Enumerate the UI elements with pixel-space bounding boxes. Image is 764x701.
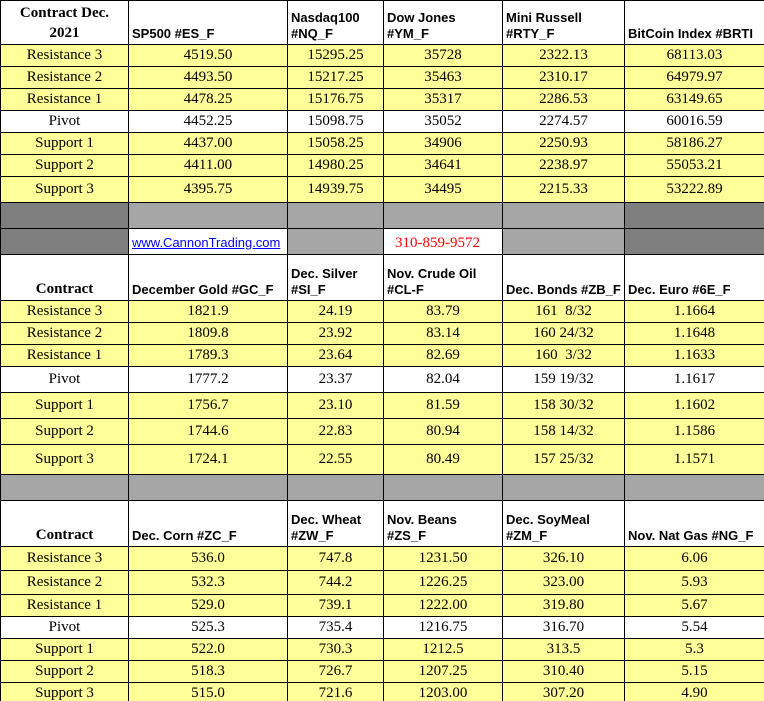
value-cell: 55053.21 bbox=[625, 155, 764, 177]
value-cell: 310.40 bbox=[503, 661, 625, 683]
row-label-support-3: Support 3 bbox=[1, 683, 129, 701]
row-label-resistance-3: Resistance 3 bbox=[1, 45, 129, 67]
row-label-support-1: Support 1 bbox=[1, 133, 129, 155]
gray-separator-cell bbox=[1, 229, 129, 255]
value-cell: 2215.33 bbox=[503, 177, 625, 203]
contract-label: Contract Dec. 2021 bbox=[1, 1, 129, 45]
gray-separator-cell bbox=[129, 475, 288, 501]
value-cell: 1.1602 bbox=[625, 393, 764, 419]
value-cell: 35463 bbox=[384, 67, 503, 89]
column-header-dow-jones-ym-f: Dow Jones #YM_F bbox=[384, 1, 503, 45]
value-cell: 82.69 bbox=[384, 345, 503, 367]
value-cell: 5.67 bbox=[625, 595, 764, 617]
row-label-pivot: Pivot bbox=[1, 367, 129, 393]
section-3-header-row bbox=[1, 501, 764, 547]
value-cell: 158 30/32 bbox=[503, 393, 625, 419]
value-cell: 23.37 bbox=[288, 367, 384, 393]
table-row bbox=[1, 393, 764, 419]
row-label-resistance-3: Resistance 3 bbox=[1, 547, 129, 571]
value-cell: 726.7 bbox=[288, 661, 384, 683]
value-cell: 5.3 bbox=[625, 639, 764, 661]
value-cell: 1821.9 bbox=[129, 301, 288, 323]
value-cell: 1226.25 bbox=[384, 571, 503, 595]
section-1-header-row bbox=[1, 1, 764, 45]
value-cell: 1809.8 bbox=[129, 323, 288, 345]
gray-separator-cell bbox=[503, 229, 625, 255]
table-row bbox=[1, 617, 764, 639]
column-header-december-gold-gc-f: December Gold #GC_F bbox=[129, 255, 288, 301]
row-label-resistance-3: Resistance 3 bbox=[1, 301, 129, 323]
value-cell: 1203.00 bbox=[384, 683, 503, 701]
value-cell: 735.4 bbox=[288, 617, 384, 639]
phone-cell bbox=[384, 229, 503, 255]
value-cell: 2238.97 bbox=[503, 155, 625, 177]
gray-separator-cell bbox=[1, 475, 129, 501]
table-row bbox=[1, 45, 764, 67]
table-row bbox=[1, 155, 764, 177]
gray-separator-cell bbox=[288, 229, 384, 255]
row-label-support-2: Support 2 bbox=[1, 155, 129, 177]
column-header-sp500-es-f: SP500 #ES_F bbox=[129, 1, 288, 45]
value-cell: 730.3 bbox=[288, 639, 384, 661]
value-cell: 1216.75 bbox=[384, 617, 503, 639]
value-cell: 1.1648 bbox=[625, 323, 764, 345]
value-cell: 159 19/32 bbox=[503, 367, 625, 393]
value-cell: 157 25/32 bbox=[503, 445, 625, 475]
table-row bbox=[1, 367, 764, 393]
value-cell: 1.1664 bbox=[625, 301, 764, 323]
table-row bbox=[1, 639, 764, 661]
value-cell: 326.10 bbox=[503, 547, 625, 571]
value-cell: 313.5 bbox=[503, 639, 625, 661]
row-label-pivot: Pivot bbox=[1, 111, 129, 133]
row-label-support-2: Support 2 bbox=[1, 661, 129, 683]
value-cell: 721.6 bbox=[288, 683, 384, 701]
value-cell: 5.93 bbox=[625, 571, 764, 595]
row-label-resistance-2: Resistance 2 bbox=[1, 323, 129, 345]
value-cell: 15058.25 bbox=[288, 133, 384, 155]
value-cell: 1.1617 bbox=[625, 367, 764, 393]
value-cell: 2310.17 bbox=[503, 67, 625, 89]
value-cell: 35728 bbox=[384, 45, 503, 67]
row-label-support-1: Support 1 bbox=[1, 639, 129, 661]
value-cell: 4395.75 bbox=[129, 177, 288, 203]
pivot-table-body bbox=[1, 1, 764, 701]
column-header-nov-crude-oil-cl-f: Nov. Crude Oil #CL-F bbox=[384, 255, 503, 301]
table-row bbox=[1, 133, 764, 155]
column-header-nov-nat-gas-ng-f: Nov. Nat Gas #NG_F bbox=[625, 501, 764, 547]
phone-number: 310-859-9572 bbox=[395, 235, 480, 251]
table-row bbox=[1, 67, 764, 89]
value-cell: 5.54 bbox=[625, 617, 764, 639]
value-cell: 1789.3 bbox=[129, 345, 288, 367]
value-cell: 536.0 bbox=[129, 547, 288, 571]
value-cell: 2274.57 bbox=[503, 111, 625, 133]
contract-label: Contract bbox=[1, 501, 129, 547]
value-cell: 64979.97 bbox=[625, 67, 764, 89]
column-header-nasdaq100-nq-f: Nasdaq100 #NQ_F bbox=[288, 1, 384, 45]
value-cell: 532.3 bbox=[129, 571, 288, 595]
value-cell: 316.70 bbox=[503, 617, 625, 639]
value-cell: 24.19 bbox=[288, 301, 384, 323]
row-label-resistance-2: Resistance 2 bbox=[1, 571, 129, 595]
table-row bbox=[1, 547, 764, 571]
column-header-dec-bonds-zb-f: Dec. Bonds #ZB_F bbox=[503, 255, 625, 301]
value-cell: 34906 bbox=[384, 133, 503, 155]
value-cell: 158 14/32 bbox=[503, 419, 625, 445]
value-cell: 525.3 bbox=[129, 617, 288, 639]
value-cell: 529.0 bbox=[129, 595, 288, 617]
contract-label: Contract bbox=[1, 255, 129, 301]
gray-separator-cell bbox=[625, 475, 764, 501]
column-header-dec-soymeal-zm-f: Dec. SoyMeal #ZM_F bbox=[503, 501, 625, 547]
column-header-bitcoin-index-brti: BitCoin Index #BRTI bbox=[625, 1, 764, 45]
value-cell: 23.10 bbox=[288, 393, 384, 419]
table-row bbox=[1, 345, 764, 367]
value-cell: 744.2 bbox=[288, 571, 384, 595]
value-cell: 34495 bbox=[384, 177, 503, 203]
value-cell: 81.59 bbox=[384, 393, 503, 419]
value-cell: 4478.25 bbox=[129, 89, 288, 111]
column-header-dec-euro-6e-f: Dec. Euro #6E_F bbox=[625, 255, 764, 301]
gray-separator-cell bbox=[288, 475, 384, 501]
website-cell bbox=[129, 229, 288, 255]
row-label-support-3: Support 3 bbox=[1, 177, 129, 203]
website-link[interactable]: www.CannonTrading.com bbox=[132, 235, 281, 250]
value-cell: 518.3 bbox=[129, 661, 288, 683]
value-cell: 83.14 bbox=[384, 323, 503, 345]
gray-separator-cell bbox=[625, 203, 764, 229]
value-cell: 15098.75 bbox=[288, 111, 384, 133]
value-cell: 739.1 bbox=[288, 595, 384, 617]
value-cell: 4437.00 bbox=[129, 133, 288, 155]
column-header-dec-silver-si-f: Dec. Silver #SI_F bbox=[288, 255, 384, 301]
row-label-resistance-1: Resistance 1 bbox=[1, 345, 129, 367]
value-cell: 23.64 bbox=[288, 345, 384, 367]
value-cell: 34641 bbox=[384, 155, 503, 177]
value-cell: 1.1571 bbox=[625, 445, 764, 475]
value-cell: 1744.6 bbox=[129, 419, 288, 445]
value-cell: 82.04 bbox=[384, 367, 503, 393]
column-header-mini-russell-rty-f: Mini Russell #RTY_F bbox=[503, 1, 625, 45]
value-cell: 1724.1 bbox=[129, 445, 288, 475]
table-row bbox=[1, 595, 764, 617]
value-cell: 307.20 bbox=[503, 683, 625, 701]
gray-separator-cell bbox=[384, 203, 503, 229]
gray-separator-cell bbox=[129, 203, 288, 229]
column-header-dec-wheat-zw-f: Dec. Wheat #ZW_F bbox=[288, 501, 384, 547]
value-cell: 15295.25 bbox=[288, 45, 384, 67]
value-cell: 1207.25 bbox=[384, 661, 503, 683]
value-cell: 2286.53 bbox=[503, 89, 625, 111]
value-cell: 6.06 bbox=[625, 547, 764, 571]
row-label-resistance-2: Resistance 2 bbox=[1, 67, 129, 89]
value-cell: 5.15 bbox=[625, 661, 764, 683]
value-cell: 323.00 bbox=[503, 571, 625, 595]
value-cell: 4493.50 bbox=[129, 67, 288, 89]
value-cell: 80.49 bbox=[384, 445, 503, 475]
column-header-nov-beans-zs-f: Nov. Beans #ZS_F bbox=[384, 501, 503, 547]
table-row bbox=[1, 177, 764, 203]
value-cell: 522.0 bbox=[129, 639, 288, 661]
value-cell: 1222.00 bbox=[384, 595, 503, 617]
value-cell: 53222.89 bbox=[625, 177, 764, 203]
gray-separator-cell bbox=[503, 475, 625, 501]
value-cell: 80.94 bbox=[384, 419, 503, 445]
table-row bbox=[1, 683, 764, 701]
value-cell: 35052 bbox=[384, 111, 503, 133]
gray-separator-cell bbox=[1, 203, 129, 229]
table-row bbox=[1, 419, 764, 445]
gray-separator-cell bbox=[384, 475, 503, 501]
value-cell: 515.0 bbox=[129, 683, 288, 701]
value-cell: 1231.50 bbox=[384, 547, 503, 571]
value-cell: 1756.7 bbox=[129, 393, 288, 419]
row-label-support-1: Support 1 bbox=[1, 393, 129, 419]
value-cell: 4411.00 bbox=[129, 155, 288, 177]
value-cell: 160 24/32 bbox=[503, 323, 625, 345]
table-row bbox=[1, 323, 764, 345]
table-row bbox=[1, 571, 764, 595]
value-cell: 4.90 bbox=[625, 683, 764, 701]
value-cell: 15176.75 bbox=[288, 89, 384, 111]
row-label-support-3: Support 3 bbox=[1, 445, 129, 475]
value-cell: 68113.03 bbox=[625, 45, 764, 67]
value-cell: 63149.65 bbox=[625, 89, 764, 111]
value-cell: 83.79 bbox=[384, 301, 503, 323]
value-cell: 1212.5 bbox=[384, 639, 503, 661]
value-cell: 23.92 bbox=[288, 323, 384, 345]
gray-separator-cell bbox=[288, 203, 384, 229]
table-row bbox=[1, 301, 764, 323]
value-cell: 2250.93 bbox=[503, 133, 625, 155]
value-cell: 22.55 bbox=[288, 445, 384, 475]
row-label-resistance-1: Resistance 1 bbox=[1, 89, 129, 111]
separator-row-top bbox=[1, 203, 764, 229]
section-2-header-row bbox=[1, 255, 764, 301]
value-cell: 60016.59 bbox=[625, 111, 764, 133]
column-header-dec-corn-zc-f: Dec. Corn #ZC_F bbox=[129, 501, 288, 547]
gray-separator-cell bbox=[625, 229, 764, 255]
row-label-support-2: Support 2 bbox=[1, 419, 129, 445]
value-cell: 1.1633 bbox=[625, 345, 764, 367]
row-label-resistance-1: Resistance 1 bbox=[1, 595, 129, 617]
gray-separator-cell bbox=[503, 203, 625, 229]
separator-row-contact bbox=[1, 229, 764, 255]
value-cell: 2322.13 bbox=[503, 45, 625, 67]
value-cell: 4452.25 bbox=[129, 111, 288, 133]
value-cell: 160 3/32 bbox=[503, 345, 625, 367]
value-cell: 1777.2 bbox=[129, 367, 288, 393]
value-cell: 1.1586 bbox=[625, 419, 764, 445]
value-cell: 35317 bbox=[384, 89, 503, 111]
value-cell: 747.8 bbox=[288, 547, 384, 571]
value-cell: 14939.75 bbox=[288, 177, 384, 203]
separator-row bbox=[1, 475, 764, 501]
table-row bbox=[1, 89, 764, 111]
value-cell: 319.80 bbox=[503, 595, 625, 617]
value-cell: 161 8/32 bbox=[503, 301, 625, 323]
value-cell: 14980.25 bbox=[288, 155, 384, 177]
row-label-pivot: Pivot bbox=[1, 617, 129, 639]
value-cell: 22.83 bbox=[288, 419, 384, 445]
table-row bbox=[1, 445, 764, 475]
value-cell: 58186.27 bbox=[625, 133, 764, 155]
value-cell: 15217.25 bbox=[288, 67, 384, 89]
table-row bbox=[1, 661, 764, 683]
table-row bbox=[1, 111, 764, 133]
value-cell: 4519.50 bbox=[129, 45, 288, 67]
